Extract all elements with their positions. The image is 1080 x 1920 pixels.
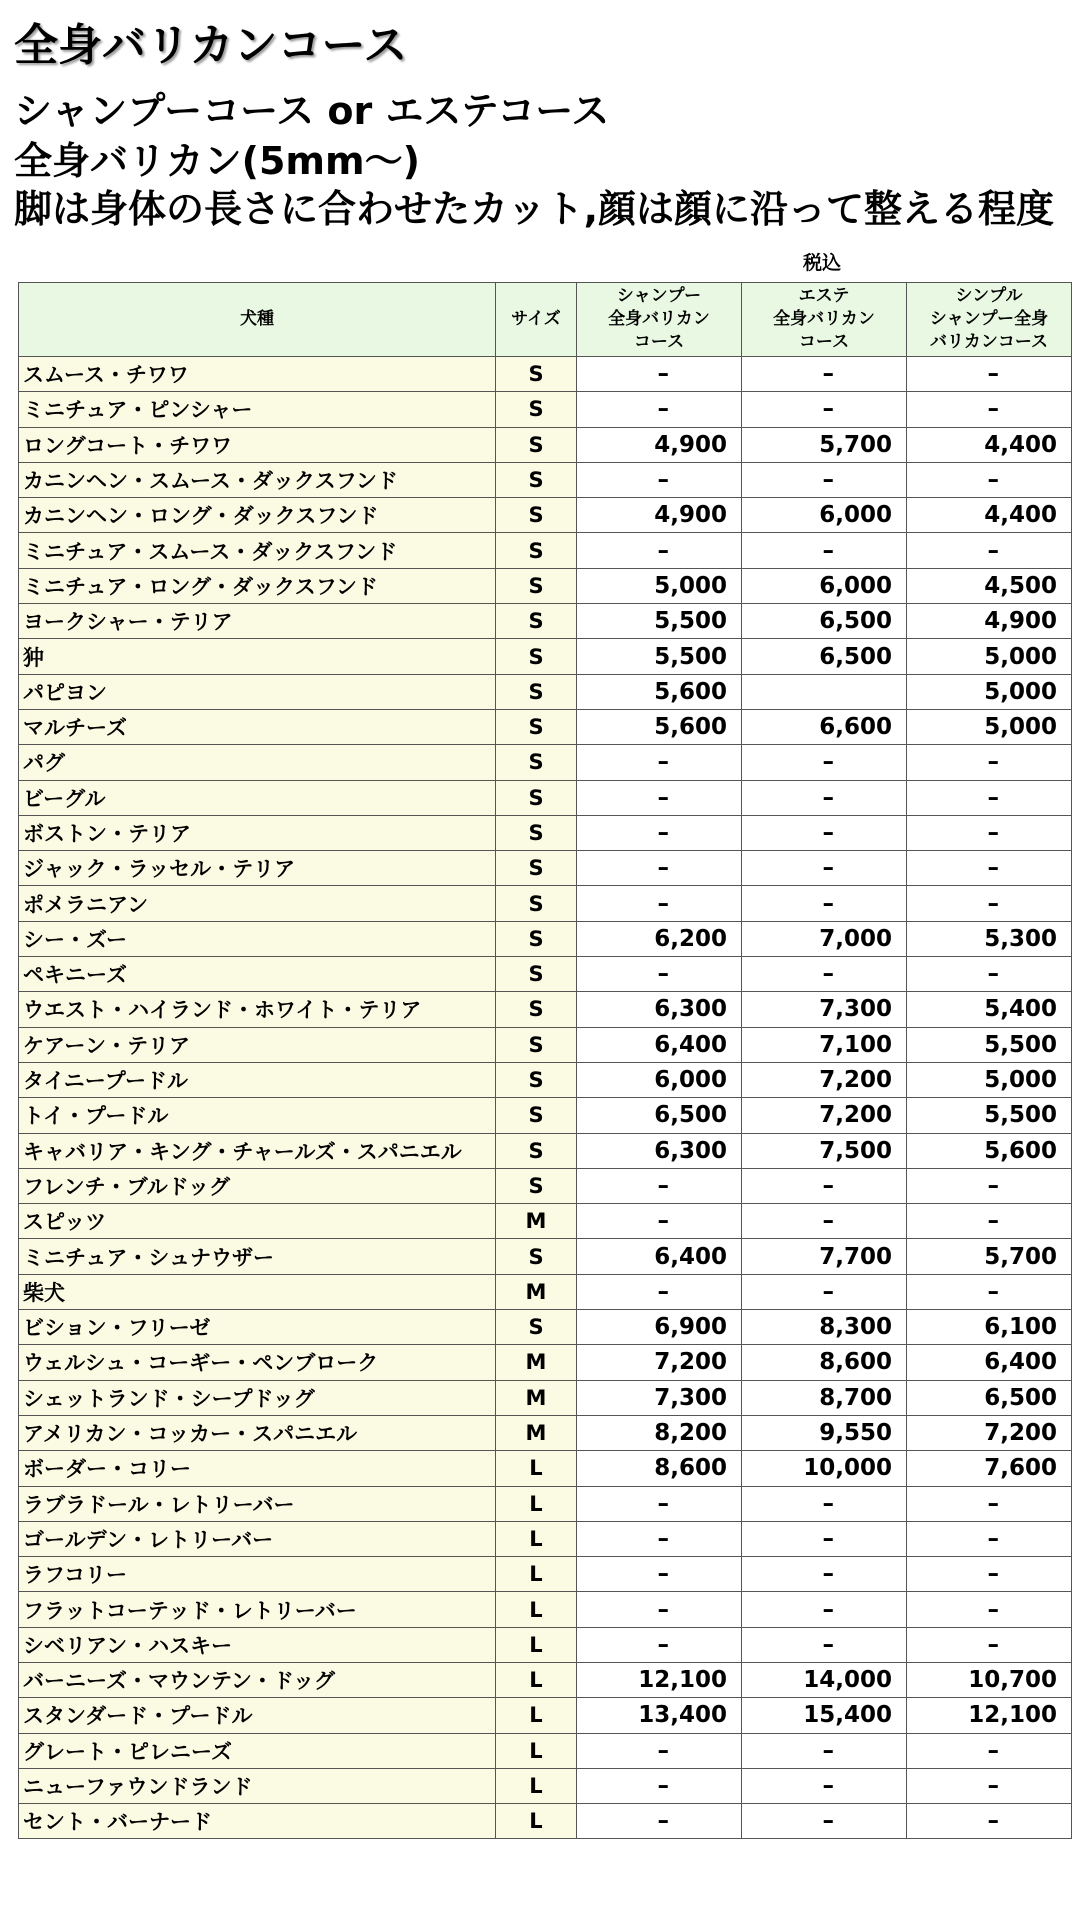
esthe-price-cell: –	[742, 533, 907, 568]
shampoo-price-cell: –	[577, 851, 742, 886]
size-cell: S	[496, 1168, 577, 1203]
simple-price-cell: 6,100	[907, 1310, 1072, 1345]
clipper-length-line: 全身バリカン(5mm〜)	[14, 139, 420, 183]
simple-price-cell: –	[907, 1486, 1072, 1521]
size-cell: S	[496, 1239, 577, 1274]
simple-price-cell: 5,000	[907, 1062, 1072, 1097]
size-cell: S	[496, 745, 577, 780]
esthe-price-cell: –	[742, 392, 907, 427]
esthe-price-cell: 6,000	[742, 498, 907, 533]
breed-cell: パピヨン	[19, 674, 496, 709]
breed-cell: ラブラドール・レトリーバー	[19, 1486, 496, 1521]
breed-cell: ミニチュア・ロング・ダックスフンド	[19, 568, 496, 603]
table-row	[19, 1310, 1072, 1345]
table-row	[19, 1415, 1072, 1450]
breed-cell: フレンチ・ブルドッグ	[19, 1168, 496, 1203]
table-row	[19, 604, 1072, 639]
breed-cell: シー・ズー	[19, 921, 496, 956]
table-row	[19, 1662, 1072, 1697]
esthe-price-cell: –	[742, 1168, 907, 1203]
breed-cell: ロングコート・チワワ	[19, 427, 496, 462]
breed-cell: ウェルシュ・コーギー・ペンブローク	[19, 1345, 496, 1380]
size-cell: S	[496, 851, 577, 886]
breed-cell: ビション・フリーゼ	[19, 1310, 496, 1345]
shampoo-price-cell: –	[577, 392, 742, 427]
table-body	[19, 357, 1072, 1839]
shampoo-price-cell: –	[577, 780, 742, 815]
simple-price-cell: –	[907, 392, 1072, 427]
simple-price-cell: –	[907, 462, 1072, 497]
table-row	[19, 1804, 1072, 1839]
shampoo-price-cell: 12,100	[577, 1662, 742, 1697]
breed-cell: ミニチュア・スムース・ダックスフンド	[19, 533, 496, 568]
shampoo-price-cell: 6,400	[577, 1239, 742, 1274]
simple-price-cell: –	[907, 886, 1072, 921]
breed-cell: 柴犬	[19, 1274, 496, 1309]
size-cell: S	[496, 674, 577, 709]
table-row	[19, 1027, 1072, 1062]
breed-cell: 狆	[19, 639, 496, 674]
simple-price-cell: 7,200	[907, 1415, 1072, 1450]
size-cell: S	[496, 709, 577, 744]
size-cell: L	[496, 1698, 577, 1733]
esthe-price-cell: 8,700	[742, 1380, 907, 1415]
table-row	[19, 1733, 1072, 1768]
table-row	[19, 957, 1072, 992]
breed-cell: バーニーズ・マウンテン・ドッグ	[19, 1662, 496, 1697]
shampoo-price-cell: –	[577, 886, 742, 921]
simple-price-cell: –	[907, 1204, 1072, 1239]
esthe-price-cell: 7,100	[742, 1027, 907, 1062]
simple-price-cell: –	[907, 780, 1072, 815]
simple-price-cell: 6,400	[907, 1345, 1072, 1380]
table-row	[19, 568, 1072, 603]
esthe-price-cell: –	[742, 1627, 907, 1662]
table-row	[19, 392, 1072, 427]
esthe-price-cell: –	[742, 957, 907, 992]
esthe-price-cell: –	[742, 851, 907, 886]
shampoo-price-cell: 5,600	[577, 674, 742, 709]
table-row	[19, 921, 1072, 956]
table-row	[19, 427, 1072, 462]
breed-cell: ビーグル	[19, 780, 496, 815]
table-row	[19, 1698, 1072, 1733]
table-row	[19, 851, 1072, 886]
simple-price-cell: 12,100	[907, 1698, 1072, 1733]
breed-cell: ボーダー・コリー	[19, 1451, 496, 1486]
simple-price-cell: 10,700	[907, 1662, 1072, 1697]
esthe-price-cell: –	[742, 462, 907, 497]
shampoo-price-cell: 6,000	[577, 1062, 742, 1097]
esthe-price-cell: 10,000	[742, 1451, 907, 1486]
table-row	[19, 1380, 1072, 1415]
size-cell: S	[496, 568, 577, 603]
size-cell: L	[496, 1592, 577, 1627]
size-cell: S	[496, 533, 577, 568]
shampoo-price-cell: –	[577, 533, 742, 568]
shampoo-price-cell: 8,600	[577, 1451, 742, 1486]
simple-price-cell: –	[907, 1627, 1072, 1662]
esthe-price-cell: –	[742, 1521, 907, 1556]
shampoo-price-cell: –	[577, 1204, 742, 1239]
size-cell: L	[496, 1451, 577, 1486]
size-cell: M	[496, 1345, 577, 1380]
size-cell: S	[496, 815, 577, 850]
simple-price-cell: 5,000	[907, 674, 1072, 709]
table-row	[19, 533, 1072, 568]
size-cell: M	[496, 1204, 577, 1239]
table-row	[19, 1062, 1072, 1097]
size-cell: M	[496, 1274, 577, 1309]
simple-price-cell: –	[907, 1521, 1072, 1556]
esthe-price-cell: –	[742, 1486, 907, 1521]
table-row	[19, 674, 1072, 709]
esthe-price-cell: –	[742, 886, 907, 921]
breed-cell: トイ・プードル	[19, 1098, 496, 1133]
shampoo-price-cell: –	[577, 745, 742, 780]
simple-price-cell: –	[907, 1557, 1072, 1592]
esthe-price-cell: 7,700	[742, 1239, 907, 1274]
table-row	[19, 462, 1072, 497]
breed-cell: カニンヘン・ロング・ダックスフンド	[19, 498, 496, 533]
esthe-price-cell: 5,700	[742, 427, 907, 462]
size-cell: L	[496, 1557, 577, 1592]
simple-price-cell: –	[907, 745, 1072, 780]
simple-price-cell: 4,500	[907, 568, 1072, 603]
simple-price-cell: 4,400	[907, 498, 1072, 533]
breed-cell: セント・バーナード	[19, 1804, 496, 1839]
table-row	[19, 1098, 1072, 1133]
esthe-price-cell: 7,500	[742, 1133, 907, 1168]
size-cell: S	[496, 427, 577, 462]
breed-cell: ボストン・テリア	[19, 815, 496, 850]
esthe-price-cell: –	[742, 1804, 907, 1839]
size-cell: L	[496, 1627, 577, 1662]
simple-price-cell: –	[907, 1804, 1072, 1839]
shampoo-price-cell: –	[577, 1521, 742, 1556]
breed-cell: キャバリア・キング・チャールズ・スパニエル	[19, 1133, 496, 1168]
simple-price-cell: –	[907, 1733, 1072, 1768]
simple-price-cell: 5,000	[907, 709, 1072, 744]
shampoo-price-cell: 5,500	[577, 639, 742, 674]
table-row	[19, 1486, 1072, 1521]
shampoo-price-cell: 7,300	[577, 1380, 742, 1415]
shampoo-price-cell: –	[577, 357, 742, 392]
size-cell: S	[496, 1310, 577, 1345]
shampoo-price-cell: 6,300	[577, 1133, 742, 1168]
size-cell: L	[496, 1804, 577, 1839]
esthe-price-cell: 8,600	[742, 1345, 907, 1380]
simple-price-cell: 5,300	[907, 921, 1072, 956]
breed-cell: マルチーズ	[19, 709, 496, 744]
breed-cell: ミニチュア・ピンシャー	[19, 392, 496, 427]
table-row	[19, 1168, 1072, 1203]
table-row	[19, 1592, 1072, 1627]
cut-description-line: 脚は身体の長さに合わせたカット,顔は顔に沿って整える程度	[14, 187, 1055, 231]
esthe-price-cell: 7,200	[742, 1062, 907, 1097]
simple-price-cell: –	[907, 1592, 1072, 1627]
shampoo-price-cell: –	[577, 1733, 742, 1768]
breed-cell: タイニープードル	[19, 1062, 496, 1097]
esthe-price-cell: 6,500	[742, 604, 907, 639]
breed-cell: スムース・チワワ	[19, 357, 496, 392]
course-options-line: シャンプーコース or エステコース	[14, 89, 610, 133]
size-cell: M	[496, 1415, 577, 1450]
esthe-price-cell: 7,300	[742, 992, 907, 1027]
table-row	[19, 357, 1072, 392]
table-header-row	[19, 283, 1072, 357]
breed-cell: グレート・ピレニーズ	[19, 1733, 496, 1768]
simple-price-cell: 5,600	[907, 1133, 1072, 1168]
simple-price-cell: 4,400	[907, 427, 1072, 462]
size-cell: L	[496, 1486, 577, 1521]
table-row	[19, 815, 1072, 850]
size-cell: S	[496, 462, 577, 497]
size-cell: L	[496, 1662, 577, 1697]
esthe-price-cell: –	[742, 780, 907, 815]
breed-cell: アメリカン・コッカー・スパニエル	[19, 1415, 496, 1450]
simple-price-cell: 5,500	[907, 1027, 1072, 1062]
simple-price-cell: –	[907, 1168, 1072, 1203]
table-row	[19, 886, 1072, 921]
breed-cell: ミニチュア・シュナウザー	[19, 1239, 496, 1274]
shampoo-price-cell: –	[577, 1768, 742, 1803]
breed-cell: ポメラニアン	[19, 886, 496, 921]
table-row	[19, 1345, 1072, 1380]
size-cell: S	[496, 886, 577, 921]
shampoo-price-cell: –	[577, 1804, 742, 1839]
price-table	[18, 282, 1072, 1839]
table-row	[19, 498, 1072, 533]
esthe-price-cell: –	[742, 815, 907, 850]
simple-price-cell: 6,500	[907, 1380, 1072, 1415]
table-row	[19, 1627, 1072, 1662]
table-row	[19, 709, 1072, 744]
size-cell: S	[496, 1027, 577, 1062]
esthe-price-cell: –	[742, 1557, 907, 1592]
shampoo-price-cell: 6,400	[577, 1027, 742, 1062]
page-title: 全身バリカンコース	[14, 20, 408, 71]
shampoo-price-cell: –	[577, 1274, 742, 1309]
esthe-price-cell: 6,000	[742, 568, 907, 603]
size-cell: S	[496, 1062, 577, 1097]
size-cell: S	[496, 392, 577, 427]
table-row	[19, 1451, 1072, 1486]
esthe-price-cell: –	[742, 1204, 907, 1239]
shampoo-price-cell: –	[577, 1557, 742, 1592]
shampoo-price-cell: –	[577, 957, 742, 992]
table-row	[19, 1768, 1072, 1803]
simple-price-cell: –	[907, 1274, 1072, 1309]
breed-cell: ニューファウンドランド	[19, 1768, 496, 1803]
simple-price-cell: –	[907, 357, 1072, 392]
esthe-price-cell: –	[742, 1592, 907, 1627]
shampoo-price-cell: 8,200	[577, 1415, 742, 1450]
table-row	[19, 639, 1072, 674]
breed-cell: シベリアン・ハスキー	[19, 1627, 496, 1662]
breed-cell: ジャック・ラッセル・テリア	[19, 851, 496, 886]
simple-price-cell: –	[907, 851, 1072, 886]
shampoo-price-cell: –	[577, 1168, 742, 1203]
size-cell: M	[496, 1380, 577, 1415]
header-esthe-course: エステ 全身バリカン コース	[742, 283, 907, 357]
shampoo-price-cell: 6,300	[577, 992, 742, 1027]
breed-cell: フラットコーテッド・レトリーバー	[19, 1592, 496, 1627]
simple-price-cell: –	[907, 957, 1072, 992]
header-breed: 犬種	[19, 283, 496, 357]
shampoo-price-cell: –	[577, 1486, 742, 1521]
size-cell: S	[496, 1098, 577, 1133]
esthe-price-cell: 8,300	[742, 1310, 907, 1345]
size-cell: S	[496, 1133, 577, 1168]
size-cell: L	[496, 1733, 577, 1768]
simple-price-cell: 5,500	[907, 1098, 1072, 1133]
shampoo-price-cell: 6,900	[577, 1310, 742, 1345]
table-row	[19, 992, 1072, 1027]
breed-cell: ゴールデン・レトリーバー	[19, 1521, 496, 1556]
table-row	[19, 1204, 1072, 1239]
simple-price-cell: 5,400	[907, 992, 1072, 1027]
breed-cell: ヨークシャー・テリア	[19, 604, 496, 639]
shampoo-price-cell: 4,900	[577, 498, 742, 533]
size-cell: S	[496, 498, 577, 533]
table-row	[19, 745, 1072, 780]
esthe-price-cell: –	[742, 1733, 907, 1768]
table-row	[19, 1133, 1072, 1168]
esthe-price-cell: –	[742, 745, 907, 780]
header-simple-course: シンプル シャンプー全身 バリカンコース	[907, 283, 1072, 357]
size-cell: S	[496, 992, 577, 1027]
shampoo-price-cell: 5,000	[577, 568, 742, 603]
tax-included-note: 税込	[802, 252, 841, 274]
size-cell: S	[496, 957, 577, 992]
shampoo-price-cell: 5,500	[577, 604, 742, 639]
simple-price-cell: 5,700	[907, 1239, 1072, 1274]
shampoo-price-cell: –	[577, 815, 742, 850]
breed-cell: シェットランド・シープドッグ	[19, 1380, 496, 1415]
breed-cell: ケアーン・テリア	[19, 1027, 496, 1062]
size-cell: L	[496, 1768, 577, 1803]
shampoo-price-cell: 6,500	[577, 1098, 742, 1133]
shampoo-price-cell: 5,600	[577, 709, 742, 744]
simple-price-cell: 7,600	[907, 1451, 1072, 1486]
esthe-price-cell: –	[742, 357, 907, 392]
simple-price-cell: –	[907, 533, 1072, 568]
esthe-price-cell: 7,200	[742, 1098, 907, 1133]
shampoo-price-cell: 4,900	[577, 427, 742, 462]
shampoo-price-cell: –	[577, 462, 742, 497]
shampoo-price-cell: –	[577, 1627, 742, 1662]
size-cell: S	[496, 357, 577, 392]
table-row	[19, 1274, 1072, 1309]
simple-price-cell: –	[907, 1768, 1072, 1803]
breed-cell: カニンヘン・スムース・ダックスフンド	[19, 462, 496, 497]
shampoo-price-cell: –	[577, 1592, 742, 1627]
table-row	[19, 1521, 1072, 1556]
shampoo-price-cell: 6,200	[577, 921, 742, 956]
header-size: サイズ	[496, 283, 577, 357]
esthe-price-cell	[742, 674, 907, 709]
esthe-price-cell: 15,400	[742, 1698, 907, 1733]
table-row	[19, 1239, 1072, 1274]
breed-cell: パグ	[19, 745, 496, 780]
size-cell: S	[496, 639, 577, 674]
size-cell: L	[496, 1521, 577, 1556]
breed-cell: ラフコリー	[19, 1557, 496, 1592]
esthe-price-cell: 9,550	[742, 1415, 907, 1450]
breed-cell: スピッツ	[19, 1204, 496, 1239]
simple-price-cell: –	[907, 815, 1072, 850]
table-row	[19, 1557, 1072, 1592]
header-shampoo-course: シャンプー 全身バリカン コース	[577, 283, 742, 357]
size-cell: S	[496, 780, 577, 815]
esthe-price-cell: 6,600	[742, 709, 907, 744]
shampoo-price-cell: 7,200	[577, 1345, 742, 1380]
size-cell: S	[496, 604, 577, 639]
table-row	[19, 780, 1072, 815]
breed-cell: ペキニーズ	[19, 957, 496, 992]
esthe-price-cell: 6,500	[742, 639, 907, 674]
esthe-price-cell: 7,000	[742, 921, 907, 956]
esthe-price-cell: –	[742, 1768, 907, 1803]
breed-cell: ウエスト・ハイランド・ホワイト・テリア	[19, 992, 496, 1027]
size-cell: S	[496, 921, 577, 956]
esthe-price-cell: 14,000	[742, 1662, 907, 1697]
shampoo-price-cell: 13,400	[577, 1698, 742, 1733]
esthe-price-cell: –	[742, 1274, 907, 1309]
breed-cell: スタンダード・プードル	[19, 1698, 496, 1733]
simple-price-cell: 5,000	[907, 639, 1072, 674]
simple-price-cell: 4,900	[907, 604, 1072, 639]
